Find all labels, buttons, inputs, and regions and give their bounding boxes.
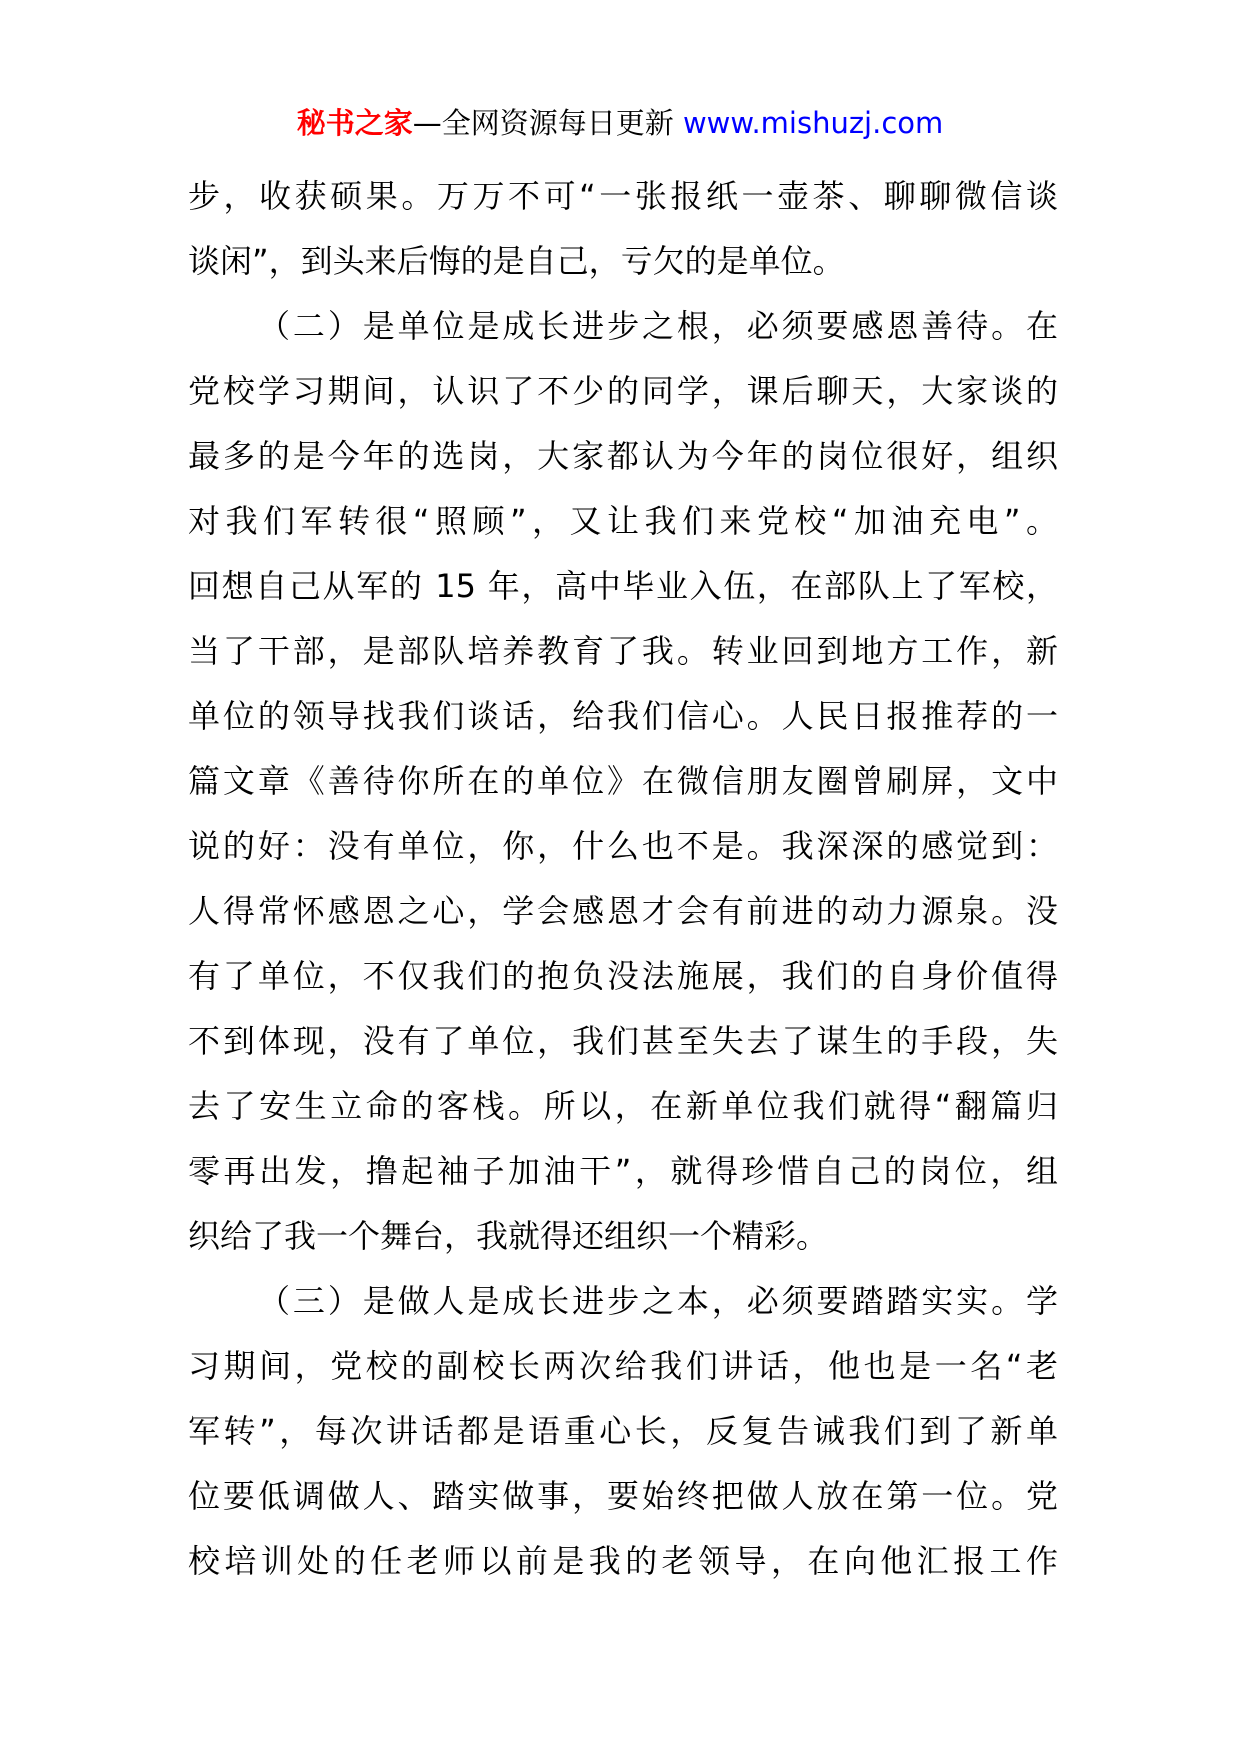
header-tagline: —全网资源每日更新 [412, 106, 674, 140]
text-line: 谈闲”，到头来后悔的是自己，亏欠的是单位。 [188, 242, 845, 280]
text-line: 最多的是今年的选岗，大家都认为今年的岗位很好，组织 [188, 437, 1058, 475]
header-brand: 秘书之家 [296, 106, 413, 140]
text-line: 对我们军转很“照顾”，又让我们来党校“加油充电”。 [188, 502, 1058, 540]
text-line: 当了干部，是部队培养教育了我。转业回到地方工作，新 [188, 632, 1058, 670]
text-line: 步，收获硕果。万万不可“一张报纸一壶茶、聊聊微信谈 [188, 177, 1058, 215]
text-line: 单位的领导找我们谈话，给我们信心。人民日报推荐的一 [188, 697, 1058, 735]
text-line: 回想自己从军的 15 年，高中毕业入伍，在部队上了军校， [188, 567, 1058, 605]
body-text [188, 164, 1058, 1594]
text-line: 说的好：没有单位，你，什么也不是。我深深的感觉到： [188, 827, 1058, 865]
text-line: 校培训处的任老师以前是我的老领导，在向他汇报工作 [188, 1542, 1058, 1580]
text-line: 织给了我一个舞台，我就得还组织一个精彩。 [188, 1217, 829, 1255]
header-url-link[interactable]: www.mishuzj.com [682, 106, 944, 140]
text-line: 位要低调做人、踏实做事，要始终把做人放在第一位。党 [188, 1477, 1058, 1515]
text-line: 军转”，每次讲话都是语重心长，反复告诫我们到了新单 [188, 1412, 1058, 1450]
text-line: 篇文章《善待你所在的单位》在微信朋友圈曾刷屏，文中 [188, 762, 1058, 800]
text-line: 不到体现，没有了单位，我们甚至失去了谋生的手段，失 [188, 1022, 1058, 1060]
text-line: 零再出发，撸起袖子加油干”，就得珍惜自己的岗位，组 [188, 1152, 1058, 1190]
text-line: 人得常怀感恩之心，学会感恩才会有前进的动力源泉。没 [188, 892, 1058, 930]
text-line: 有了单位，不仅我们的抱负没法施展，我们的自身价值得 [188, 957, 1058, 995]
text-line: （二）是单位是成长进步之根，必须要感恩善待。在 [258, 307, 1058, 345]
text-line: 去了安生立命的客栈。所以，在新单位我们就得“翻篇归 [188, 1087, 1058, 1125]
text-line: 党校学习期间，认识了不少的同学，课后聊天，大家谈的 [188, 372, 1058, 410]
text-line: 习期间，党校的副校长两次给我们讲话，他也是一名“老 [188, 1347, 1058, 1385]
page-header [0, 103, 1240, 143]
text-line: （三）是做人是成长进步之本，必须要踏踏实实。学 [258, 1282, 1058, 1320]
